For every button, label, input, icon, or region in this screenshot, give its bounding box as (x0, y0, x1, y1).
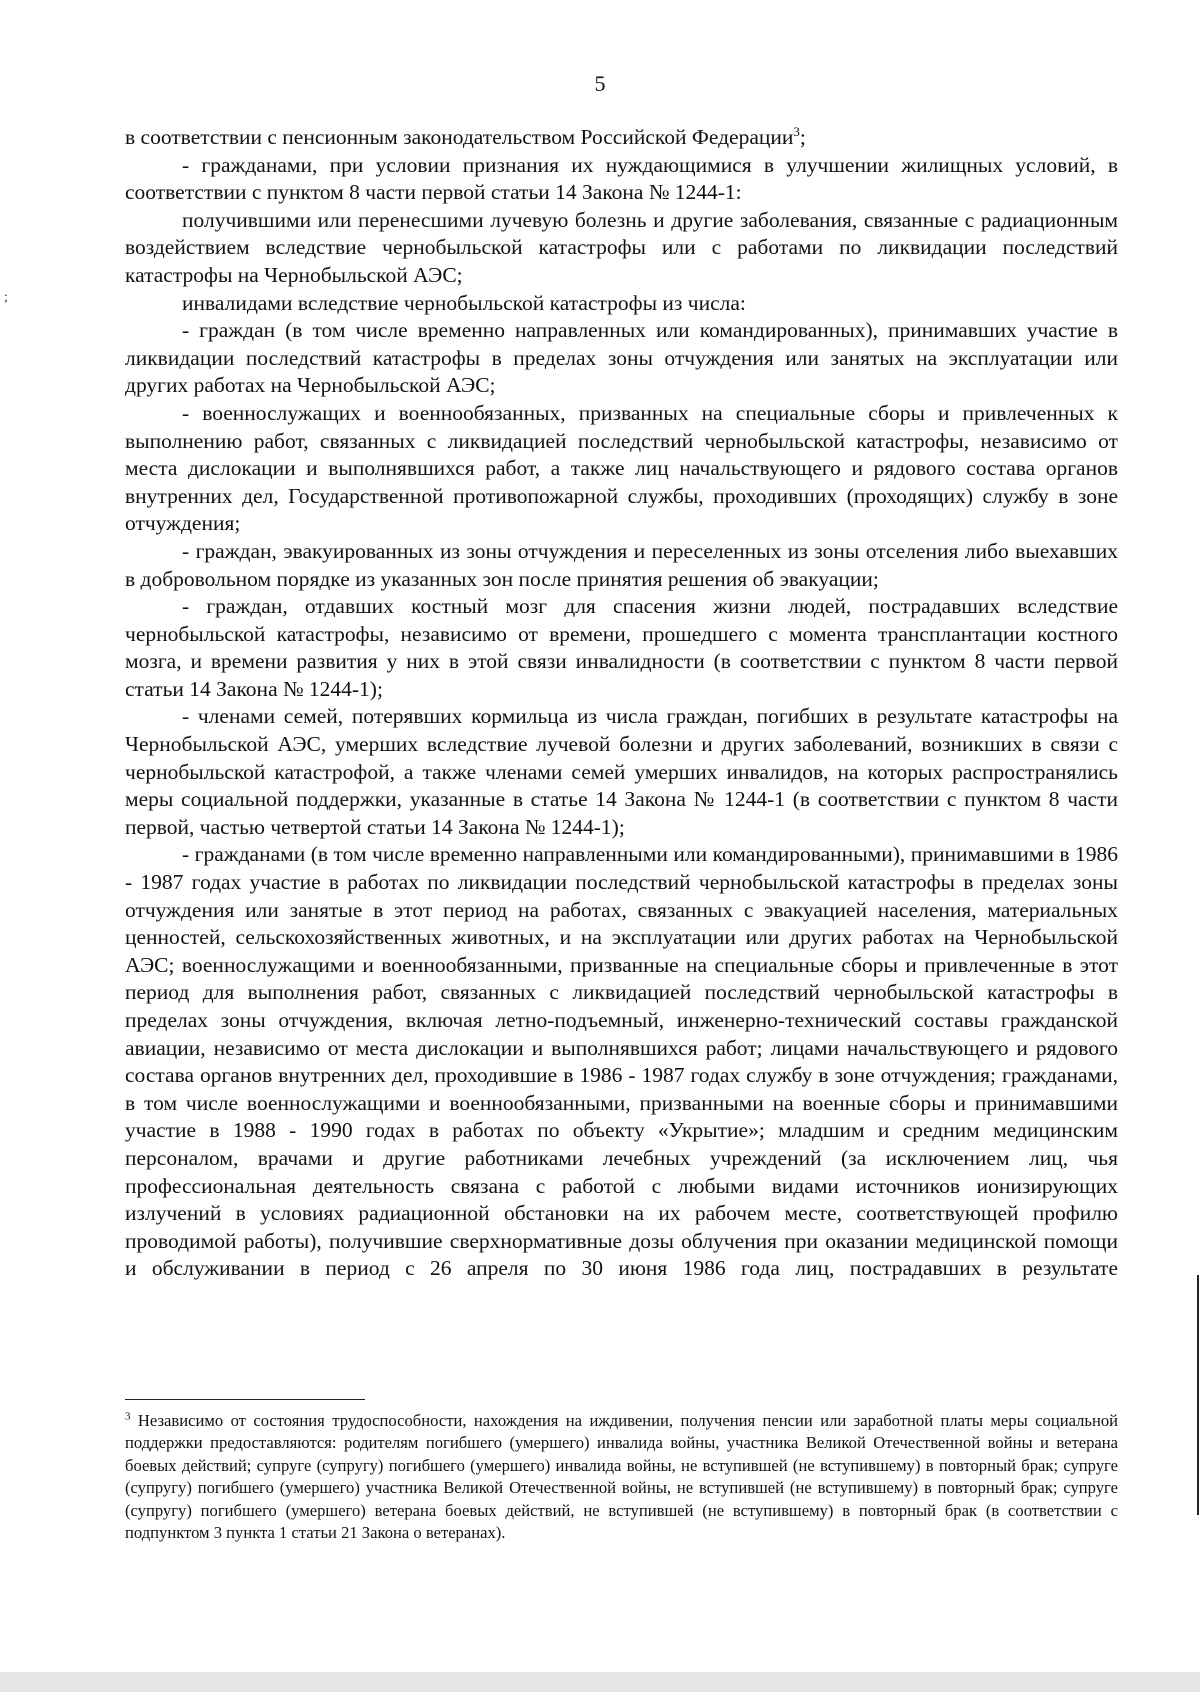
margin-mark: ; (4, 290, 8, 305)
paragraph: получившими или перенесшими лучевую болезнь и другие заболевания, связанные с радиационным воздействием вследствие чернобыльской катастрофы или с работами по ликвидации последствий катастрофы на Чернобыльской АЭС; (125, 207, 1118, 287)
paragraph: - граждан, отдавших костный мозг для спасения жизни людей, пострадавших вследствие чернобыльской катастрофы, независимо от времени, прошедшего с момента трансплантации костного мозга, и времени развития у них в этой связи инвалидности (в соответствии с пунктом 8 части первой статьи 14 Закона № 1244-1); (125, 594, 1118, 701)
footnote-marker: 3 (125, 1410, 131, 1423)
footnote (125, 1410, 1118, 1544)
paragraph-tail: ; (799, 125, 806, 149)
paragraph: инвалидами вследствие чернобыльской катастрофы из числа: (182, 290, 746, 315)
paragraph-continuation (125, 124, 1118, 152)
scan-bottom-band (0, 1672, 1200, 1692)
paragraph: - членами семей, потерявших кормильца из числа граждан, погибших в результате катастрофы на Чернобыльской АЭС, умерших вследствие лучевой болезни и других заболеваний, возникших в связи с чернобыльской катастрофой, а также членами семей умерших инвалидов, на которых распространялись меры социальной поддержки, указанные в статье 14 Закона № 1244-1 (в соответствии с пунктом 8 части первой, частью четвертой статьи 14 Закона № 1244-1); (125, 704, 1118, 839)
scan-edge-line (1197, 1275, 1199, 1515)
paragraph: - граждан (в том числе временно направленных или командированных), принимавших участие в ликвидации последствий катастрофы в пределах зоны отчуждения или занятых на эксплуатации или других работах на Чернобыльской АЭС; (125, 318, 1118, 398)
footnote-reference: 3 (793, 123, 800, 139)
paragraph: - граждан, эвакуированных из зоны отчуждения и переселенных из зоны отселения либо выехавших в добровольном порядке из указанных зон после принятия решения об эвакуации; (125, 538, 1118, 591)
document-body (125, 124, 1118, 1283)
paragraph: - гражданами (в том числе временно направленными или командированными), принимавшими в 1986 - 1987 годах участие в работах по ликвидации последствий чернобыльской катастрофы в пределах зоны отчуждения или занятые в этот период на работах, связанных с эвакуацией населения, материальных ценностей, сельскохозяйственных животных, и на эксплуатации или других работах на Чернобыльской АЭС; военнослужащими и военнообязанными, призванные на специальные сборы и привлеченные в этот период для выполнения работ, связанных с ликвидацией последствий чернобыльской катастрофы в пределах зоны отчуждения, включая летно-подъемный, инженерно-технический составы гражданской авиации, независимо от места дислокации и выполнявшихся работ; лицами начальствующего и рядового состава органов внутренних дел, проходившие в 1986 - 1987 годах службу в зоне отчуждения; гражданами, в том числе военнослужащими и военнообязанными, призванными на военные сборы и принимавшими участие в 1988 - 1990 годах в работах по объекту «Укрытие»; младшим и средним медицинским персоналом, врачами и другие работниками лечебных учреждений (за исключением лиц, чья профессиональная деятельность связана с работой с любыми видами источников ионизирующих излучений в условиях радиационной обстановки на их рабочем месте, соответствующей профилю проводимой работы), получившие сверхнормативные дозы облучения при оказании медицинской помощи и обслуживании в период с 26 апреля по 30 июня 1986 года лиц, пострадавших в результате (125, 842, 1118, 1281)
footnote-separator (125, 1399, 365, 1400)
paragraph-text: в соответствии с пенсионным законодательством Российской Федерации (125, 125, 794, 149)
footnote-text: Независимо от состояния трудоспособности, нахождения на иждивении, получения пенсии или заработной платы меры социальной поддержки предоставляются: родителям погибшего (умершего) инвалида войны, участника Великой Отечественной войны и ветерана боевых действий; супруге (супругу) погибшего (умершего) инвалида войны, не вступившей (не вступившему) в повторный брак; супруге (супругу) погибшего (умершего) участника Великой Отечественной войны, не вступившей (не вступившему) в повторный брак; супруге (супругу) погибшего (умершего) ветерана боевых действий, не вступившей (не вступившему) в повторный брак (в соответствии с подпунктом 3 пункта 1 статьи 21 Закона о ветеранах). (125, 1411, 1118, 1543)
paragraph: - гражданами, при условии признания их нуждающимися в улучшении жилищных условий, в соответствии с пунктом 8 части первой статьи 14 Закона № 1244-1: (125, 152, 1118, 205)
page-number: 5 (594, 71, 606, 96)
paragraph: - военнослужащих и военнообязанных, призванных на специальные сборы и привлеченных к выполнению работ, связанных с ликвидацией последствий чернобыльской катастрофы, независимо от места дислокации и выполнявшихся работ, а также лиц начальствующего и рядового состава органов внутренних дел, Государственной противопожарной службы, проходивших (проходящих) службу в зоне отчуждения; (125, 400, 1118, 536)
